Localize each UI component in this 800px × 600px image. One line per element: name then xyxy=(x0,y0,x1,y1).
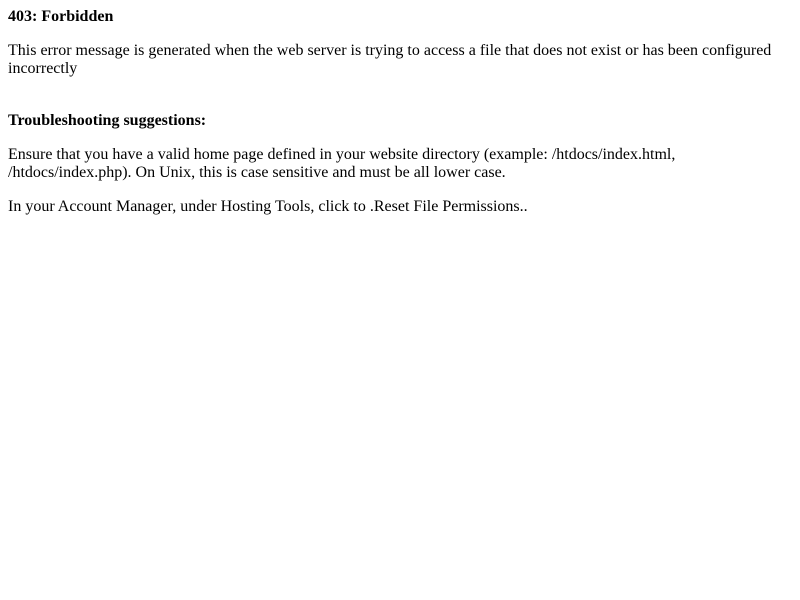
troubleshooting-heading: Troubleshooting suggestions: xyxy=(8,112,207,129)
troubleshooting-item-reset-permissions: In your Account Manager, under Hosting Tools, click to .Reset File Permissions.. xyxy=(8,198,528,215)
troubleshooting-item-home-page: Ensure that you have a valid home page defined in your website directory (example: /htdocs/index.html, /htdocs/index.php). On Unix, this is case sensitive and must be all lower case. xyxy=(8,146,676,181)
error-message: This error message is generated when the web server is trying to access a file that does not exist or has been configured incorrectly xyxy=(8,42,772,77)
error-title: 403: Forbidden xyxy=(8,8,114,25)
error-page xyxy=(0,8,800,216)
